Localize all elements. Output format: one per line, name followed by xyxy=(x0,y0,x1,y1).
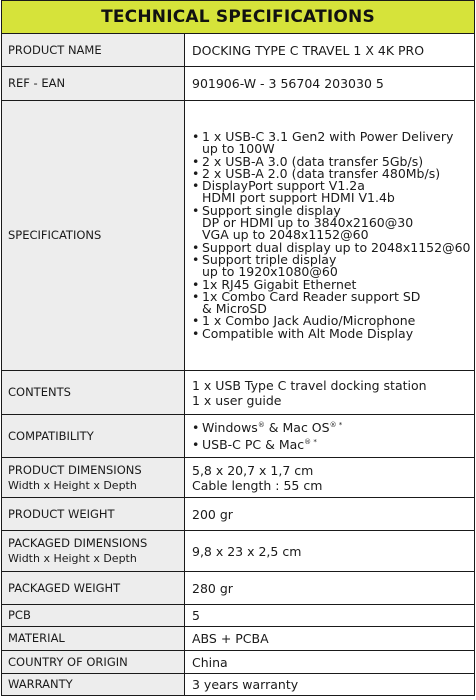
row-product-name xyxy=(2,34,475,67)
specification-item-line: • 1 x USB-C 3.1 Gen2 with Power Delivery xyxy=(202,128,454,144)
specification-item-line: • 1x RJ45 Gigabit Ethernet xyxy=(202,276,357,292)
row-warranty xyxy=(2,674,475,696)
specification-item-line: • Support triple display xyxy=(202,251,337,267)
specification-list xyxy=(192,128,474,341)
page-title: TECHNICAL SPECIFICATIONS xyxy=(101,7,375,27)
specification-item-line: • 2 x USB-A 3.0 (data transfer 5Gb/s) xyxy=(202,153,424,169)
label-pcb: PCB xyxy=(2,605,185,627)
row-product-dimensions xyxy=(2,458,475,498)
specification-item xyxy=(192,180,474,205)
value-product-dimensions xyxy=(185,458,475,498)
value-packaged-weight: 280 gr xyxy=(185,572,475,605)
specification-item-line: & MicroSD xyxy=(202,301,267,317)
compatibility-item-1: • Windows® & Mac OS® * xyxy=(192,419,474,436)
compatibility-list xyxy=(192,419,474,453)
label-contents: CONTENTS xyxy=(2,371,185,415)
label-product-name: PRODUCT NAME xyxy=(2,34,185,67)
label-packaged-dimensions xyxy=(2,531,185,572)
compatibility-item-2: • USB-C PC & Mac® * xyxy=(192,436,474,453)
value-pcb: 5 xyxy=(185,605,475,627)
label-product-dimensions xyxy=(2,458,185,498)
value-packaged-dimensions: 9,8 x 23 x 2,5 cm xyxy=(185,531,475,572)
value-specifications xyxy=(185,101,475,371)
value-country-of-origin: China xyxy=(185,651,475,674)
specification-item-line: • DisplayPort support V1.2a xyxy=(202,178,365,194)
product-dimensions-line-2: Cable length : 55 cm xyxy=(192,477,323,493)
specification-item xyxy=(192,128,474,157)
value-ref-ean: 901906-W - 3 56704 203030 5 xyxy=(185,67,475,101)
value-warranty: 3 years warranty xyxy=(185,674,475,696)
label-packaged-weight: PACKAGED WEIGHT xyxy=(2,572,185,605)
contents-line-1: 1 x USB Type C travel docking station xyxy=(192,377,427,393)
specification-item-line: • Compatible with Alt Mode Display xyxy=(202,325,414,341)
label-country-of-origin: COUNTRY OF ORIGIN xyxy=(2,651,185,674)
specification-item xyxy=(192,202,474,243)
label-product-weight: PRODUCT WEIGHT xyxy=(2,498,185,531)
product-dimensions-title: PRODUCT DIMENSIONS xyxy=(8,462,142,477)
specification-item-line: VGA up to 2048x1152@60 xyxy=(202,227,369,243)
row-ref-ean xyxy=(2,67,475,101)
label-specifications: SPECIFICATIONS xyxy=(2,101,185,371)
specification-item xyxy=(192,325,474,341)
row-compatibility xyxy=(2,415,475,458)
specification-item-line: up to 1920x1080@60 xyxy=(202,264,338,280)
value-material: ABS + PCBA xyxy=(185,627,475,651)
specification-item-line: • 1x Combo Card Reader support SD xyxy=(202,288,421,304)
value-contents xyxy=(185,371,475,415)
row-product-weight xyxy=(2,498,475,531)
row-country-of-origin xyxy=(2,651,475,674)
row-specifications xyxy=(2,101,475,371)
specification-item-line: • 2 x USB-A 2.0 (data transfer 480Mb/s) xyxy=(202,165,441,181)
value-compatibility xyxy=(185,415,475,458)
label-ref-ean: REF - EAN xyxy=(2,67,185,101)
specification-item-line: HDMI port support HDMI V1.4b xyxy=(202,190,395,206)
row-contents xyxy=(2,371,475,415)
row-packaged-weight xyxy=(2,572,475,605)
row-pcb xyxy=(2,605,475,627)
specification-item xyxy=(192,288,474,317)
value-product-weight: 200 gr xyxy=(185,498,475,531)
value-product-name: DOCKING TYPE C TRAVEL 1 X 4K PRO xyxy=(185,34,475,67)
row-packaged-dimensions xyxy=(2,531,475,572)
specification-item-line: DP or HDMI up to 3840x2160@30 xyxy=(202,215,414,231)
row-material xyxy=(2,627,475,651)
specification-item-line: up to 100W xyxy=(202,141,275,157)
product-dimensions-line-1: 5,8 x 20,7 x 1,7 cm xyxy=(192,462,314,478)
product-dimensions-sublabel: Width x Height x Depth xyxy=(8,478,137,492)
spec-table xyxy=(1,33,475,696)
packaged-dimensions-sublabel: Width x Height x Depth xyxy=(8,552,137,565)
contents-line-2: 1 x user guide xyxy=(192,392,282,408)
label-compatibility: COMPATIBILITY xyxy=(2,415,185,458)
label-warranty: WARRANTY xyxy=(2,674,185,696)
specification-item-line: • Support single display xyxy=(202,202,341,218)
spec-sheet xyxy=(1,0,475,696)
specification-item xyxy=(192,251,474,280)
specification-item-line: • 1 x Combo Jack Audio/Microphone xyxy=(202,313,416,329)
packaged-dimensions-title: PACKAGED DIMENSIONS xyxy=(8,536,148,550)
title-bar xyxy=(1,0,475,33)
specification-item-line: • Support dual display up to 2048x1152@60 xyxy=(202,239,471,255)
label-material: MATERIAL xyxy=(2,627,185,651)
